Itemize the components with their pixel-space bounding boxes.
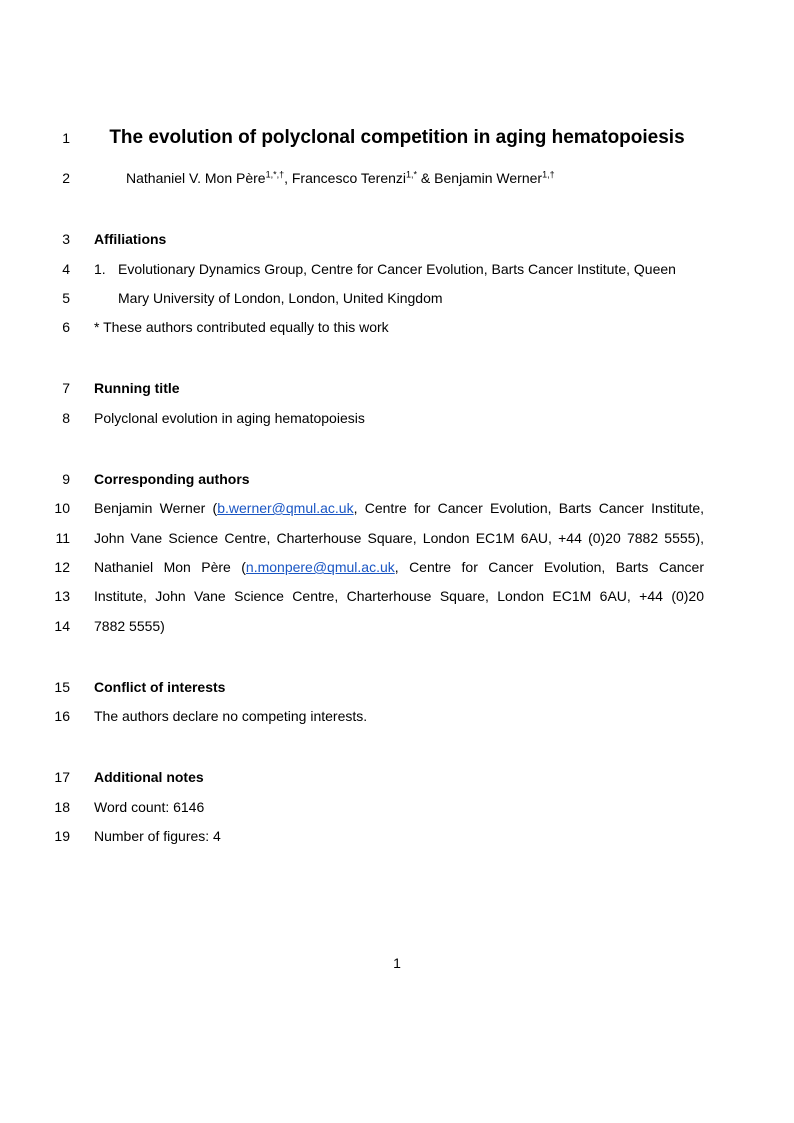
author-name: Francesco Terenzi: [291, 170, 407, 186]
author-affiliation-marker: 1,†: [542, 169, 555, 180]
author-name: Benjamin Werner: [434, 170, 543, 186]
line-2: [0, 168, 794, 188]
line-number: 5: [62, 290, 70, 306]
running-title-text: Polyclonal evolution in aging hematopoiesis: [94, 410, 365, 426]
line-19: [0, 826, 794, 846]
line-number: 11: [55, 530, 70, 546]
line-number: 8: [62, 410, 70, 426]
line-12: [0, 557, 794, 577]
line-number: 4: [62, 261, 70, 277]
line-number: 15: [54, 679, 70, 695]
line-3: [0, 229, 794, 249]
line-number: 3: [62, 231, 70, 247]
line-number: 12: [54, 559, 70, 575]
line-14: [0, 616, 794, 636]
line-number: 6: [62, 319, 70, 335]
line-16: [0, 706, 794, 726]
affiliations-heading: Affiliations: [94, 231, 167, 247]
additional-notes-heading: Additional notes: [94, 769, 204, 785]
conflict-text: The authors declare no competing interests.: [94, 708, 368, 724]
line-13: [0, 586, 794, 606]
line-number: 17: [54, 769, 70, 785]
line-number: 16: [54, 708, 70, 724]
line-8: [0, 408, 794, 428]
corresponding-text: Institute, John Vane Science Centre, Charterhouse Square, London EC1M 6AU, +44 (0)20: [94, 588, 704, 604]
affiliation-item: [94, 259, 704, 279]
corresponding-line: [94, 498, 704, 518]
corresponding-text: 7882 5555): [94, 618, 165, 634]
line-number: 1: [62, 130, 70, 146]
line-7: [0, 378, 794, 398]
line-10: [0, 498, 794, 518]
corresponding-text: , Centre for Cancer Evolution, Barts Cancer: [394, 559, 704, 575]
line-15: [0, 677, 794, 697]
line-number: 13: [54, 588, 70, 604]
page-number: 1: [393, 955, 401, 971]
line-number: 18: [54, 799, 70, 815]
author-affiliation-marker: 1,*,†: [265, 169, 285, 180]
email-link-werner[interactable]: b.werner@qmul.ac.uk: [217, 500, 354, 516]
paper-title: The evolution of polyclonal competition in aging hematopoiesis: [109, 127, 685, 148]
line-number: 14: [54, 618, 70, 634]
line-number: 2: [62, 170, 70, 186]
line-11: [0, 528, 794, 548]
corresponding-text: , Centre for Cancer Evolution, Barts Cancer Institute,: [353, 500, 705, 516]
line-5: [0, 288, 794, 308]
line-6: [0, 317, 794, 337]
line-18: [0, 797, 794, 817]
line-9: [0, 469, 794, 489]
author-name: Nathaniel V. Mon Père: [126, 170, 266, 186]
line-number: 9: [62, 471, 70, 487]
corresponding-authors-heading: Corresponding authors: [94, 471, 250, 487]
corresponding-text: Benjamin Werner (: [94, 500, 218, 516]
line-number: 10: [54, 500, 70, 516]
author-list: [126, 168, 555, 188]
author-affiliation-marker: 1,*: [406, 169, 418, 180]
line-17: [0, 767, 794, 787]
corresponding-line: [94, 557, 704, 577]
affiliation-number: 1.: [94, 261, 106, 277]
corresponding-text: John Vane Science Centre, Charterhouse Square, London EC1M 6AU, +44 (0)20 7882 5555),: [94, 530, 704, 546]
author-separator: ,: [284, 170, 292, 186]
line-number: 19: [54, 828, 70, 844]
email-link-monpere[interactable]: n.monpere@qmul.ac.uk: [245, 559, 395, 575]
affiliation-text: Evolutionary Dynamics Group, Centre for Cancer Evolution, Barts Cancer Institute, Queen: [118, 261, 676, 277]
line-4: [0, 259, 794, 279]
conflict-heading: Conflict of interests: [94, 679, 226, 695]
line-number: 7: [62, 380, 70, 396]
line-1: [0, 126, 794, 146]
figure-count: Number of figures: 4: [94, 828, 221, 844]
corresponding-text: Nathaniel Mon Père (: [94, 559, 246, 575]
running-title-heading: Running title: [94, 380, 180, 396]
author-separator: &: [417, 170, 435, 186]
equal-contribution-note: * These authors contributed equally to this work: [94, 319, 389, 335]
affiliation-text-continued: Mary University of London, London, United Kingdom: [118, 290, 443, 306]
word-count: Word count: 6146: [94, 799, 205, 815]
